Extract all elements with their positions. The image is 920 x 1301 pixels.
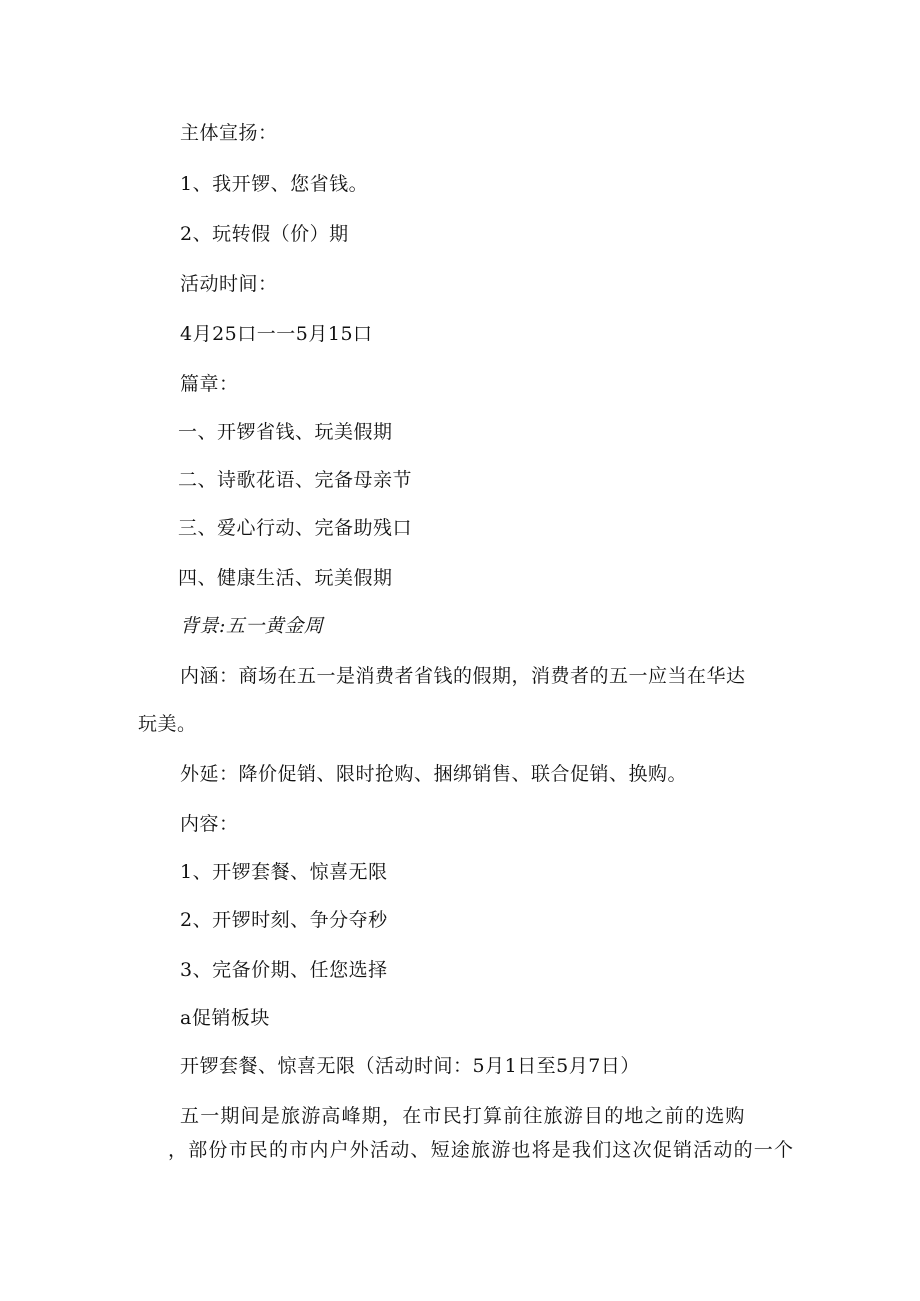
activity-time-range: 4月25口一一5月15口 — [180, 323, 373, 345]
connotation-line: 内涵：商场在五一是消费者省钱的假期，消费者的五一应当在华达 — [180, 665, 746, 687]
heading-chapters: 篇章： — [180, 373, 239, 395]
slogan-item-1: 1、我开锣、您省钱。 — [180, 173, 369, 195]
paragraph-line-2: ，部份市民的市内户外活动、短途旅游也将是我们这次促销活动的一个 — [168, 1139, 795, 1161]
chapter-item-1: 一、开锣省钱、玩美假期 — [178, 421, 393, 443]
heading-activity-time: 活动时间： — [180, 273, 278, 295]
heading-content: 内容： — [180, 813, 239, 835]
extension-line: 外延：降价促销、限时抢购、捆绑销售、联合促销、换购。 — [180, 763, 688, 785]
content-item-1: 1、开锣套餐、惊喜无限 — [180, 861, 388, 883]
content-item-2: 2、开锣时刻、争分夺秒 — [180, 909, 388, 931]
paragraph-line-1: 五一期间是旅游高峰期，在市民打算前往旅游目的地之前的选购 — [180, 1105, 746, 1127]
section-promotion-block: a促销板块 — [180, 1007, 270, 1029]
slogan-item-2: 2、玩转假（价）期 — [180, 223, 349, 245]
promotion-title: 开锣套餐、惊喜无限（活动时间：5月1日至5月7日） — [180, 1055, 640, 1077]
content-item-3: 3、完备价期、任您选择 — [180, 959, 388, 981]
chapter-item-3: 三、爱心行动、完备助残口 — [178, 517, 413, 539]
heading-main-promotion: 主体宣扬： — [180, 122, 278, 144]
chapter-item-2: 二、诗歌花语、完备母亲节 — [178, 469, 413, 491]
background-line: 背景:五一黄金周 — [180, 615, 324, 637]
chapter-item-4: 四、健康生活、玩美假期 — [178, 567, 393, 589]
connotation-continuation: 玩美。 — [138, 713, 197, 735]
